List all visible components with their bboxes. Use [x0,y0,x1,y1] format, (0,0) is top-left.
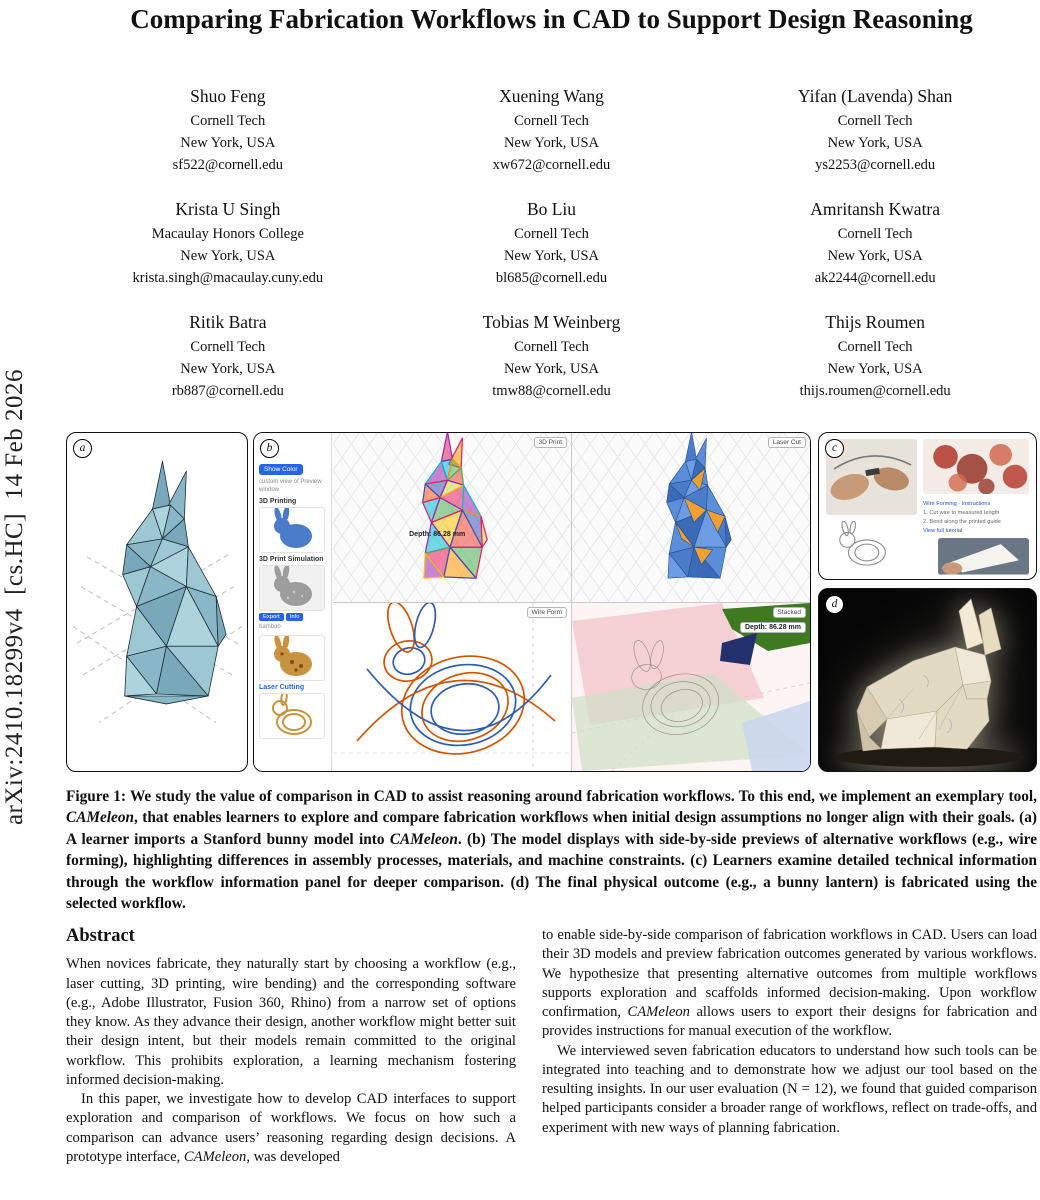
author-email: rb887@cornell.edu [171,383,284,400]
author-block [713,86,1037,176]
info-button: Info [286,613,304,621]
figure-panel-a [66,432,248,772]
workflow-chip: 3D Print [534,437,567,448]
figure-panel-b [253,432,811,772]
lowpoly-bunny-model [67,433,246,770]
section-laser-cutting: Laser Cutting [259,684,305,692]
author-affiliation: Cornell Tech [514,113,589,129]
abstract-paragraph: to enable side-by-side comparison of fabrication workflows in CAD. Users can load their 3D models and preview fabrication outcomes generated by various workflows. We hypothesize that presenting alternative outcomes from multiple workflows supports exploration and scaffolds informed decision-making. Upon workflow confirmation, CAMeleon allows users to export their designs for fabrication and provides instructions for manual execution of the workflow. [542,927,1037,1040]
author-name: Ritik Batra [189,312,267,333]
author-affiliation: Cornell Tech [837,226,913,243]
figure-caption: Figure 1: We study the value of comparison in CAD to assist reasoning around fabrication workflows. To this end, we implement an exemplary tool, CAMeleon, that enables learners to explore and compare fabrication workflows when initial design assumptions no longer align with their goals. (a) A learner imports a Stanford bunny model into CAMeleon. (b) The model displays with side-by-side previews of alternative workflows (e.g., wire forming), highlighting differences in assembly processes, materials, and machine constraints. (c) Learners examine detailed technical information through the workflow information panel for deeper comparison. (d) The final physical outcome (e.g., a bunny lantern) is fabricated using the selected workflow. [66,788,1037,913]
author-affiliation: Cornell Tech [190,339,266,356]
sidebar-note: custom view of Preview window [259,479,322,494]
wire-form-bunny [333,603,571,771]
author-name: Tobias M Weinberg [482,312,621,333]
abstract-paragraph: When novices fabricate, they naturally start by choosing a workflow (e.g., laser cutting, 3D printing, wire bending) and the corresponding software (e.g., Adobe Illustrator, Fusion 360, Rhino) from a narrow set of options they know. As they advance their design, another workflow might better suit their design intent, but their models remain committed to the original workflow. This prohibits exploration, a learning mechanism fostering informed decision-making. [66,956,516,1088]
author-email: bl685@cornell.edu [495,270,608,287]
author-name: Krista U Singh [175,199,281,220]
abstract-paragraph: In this paper, we investigate how to develop CAD interfaces to support exploration and comparison of workflows. We focus on how such a comparison can advance users’ reasoning regarding design decisions. A prototype interface, CAMeleon, was developed [66,1091,516,1165]
depth-measurement: Depth: 86.28 mm [409,530,466,538]
author-email: sf522@cornell.edu [172,157,284,174]
author-location: New York, USA [827,135,923,152]
preview-grid [333,433,810,771]
author-name: Amritansh Kwatra [810,199,941,220]
panel-label-c: c [825,439,844,458]
author-name: Yifan (Lavenda) Shan [797,86,953,106]
author-location: New York, USA [503,248,600,265]
author-location: New York, USA [503,361,600,378]
thumbnail-laser-rings [259,693,325,739]
author-email: ak2244@cornell.edu [814,270,936,287]
viewport-stacked-slices [572,603,810,772]
show-color-button: Show Color [259,464,303,475]
thumbnail-laser-cut-wood [259,635,325,681]
author-affiliation: Cornell Tech [514,226,589,243]
author-email: ys2253@cornell.edu [815,157,936,174]
author-block [713,199,1037,289]
info-link: View full tutorial [923,527,963,534]
workflow-chip: Stacked [773,607,807,618]
info-step: 2. Bend along the printed guide [923,519,1001,526]
author-location: New York, USA [827,248,923,265]
author-name: Xuening Wang [499,86,604,106]
paper-title: Comparing Fabrication Workflows in CAD to Support Design Reasoning [130,4,973,34]
author-block [713,312,1037,402]
material-note: bamboo [259,624,281,631]
thumbnail-print-simulation [259,565,325,611]
abstract-column-left [66,924,516,1167]
info-link: Wire Forming · Instructions [923,501,991,508]
sidebar-mini-buttons [259,613,327,621]
author-location: New York, USA [180,135,276,152]
author-location: New York, USA [827,361,923,378]
figure-panel-c [818,432,1037,580]
author-block [390,199,714,289]
author-name: Shuo Feng [190,86,266,106]
info-step: 1. Cut wire to measured length [923,510,1000,517]
author-location: New York, USA [180,361,276,378]
thumbnail-3d-print [259,507,325,553]
abstract-paragraph: We interviewed seven fabrication educators to understand how such tools can be integrated into teaching and to demonstrate how we adjust our tool based on the resulting insights. In our user evaluation (N = 12), we found that guided comparison helped participants consider a broader range of workflows, reflect on trade-offs, and experiment with new ways of planning fabrication. [542,1042,1037,1136]
author-grid [66,86,1037,402]
figure-panel-d [818,588,1037,772]
workflow-chip: Laser Cut [768,437,806,448]
rainbow-mesh-bunny [333,433,571,601]
panel-label-a: a [73,439,92,458]
viewport-wire-form [333,603,571,772]
author-affiliation: Cornell Tech [837,113,913,129]
section-3d-print-simulation: 3D Print Simulation [259,556,324,564]
workflow-info-text [923,500,1029,536]
author-affiliation: Macaulay Honors College [151,226,304,243]
blue-panel-bunny [572,433,810,601]
export-button: Export [259,613,284,621]
workflow-sidebar [254,433,332,771]
abstract-column-right [542,926,1037,1138]
panel-label-b: b [260,439,279,458]
author-block [66,86,390,176]
author-block [66,312,390,402]
depth-measurement: Depth: 86.28 mm [740,622,806,633]
author-email: xw672@cornell.edu [492,157,611,174]
author-affiliation: Cornell Tech [190,113,266,129]
author-block [390,86,714,176]
author-location: New York, USA [503,135,600,152]
wire-bunny-sketch [830,521,895,574]
author-name: Thijs Roumen [825,312,925,333]
photo-hands-sheet [938,538,1029,575]
section-3d-printing: 3D Printing [259,498,297,506]
bunny-lantern-photo [819,589,1035,770]
author-block [66,199,390,289]
author-affiliation: Cornell Tech [837,339,913,356]
author-affiliation: Cornell Tech [514,339,589,356]
author-email: thijs.roumen@cornell.edu [799,383,951,400]
viewport-3d-print [333,433,571,602]
arxiv-stamp: arXiv:2410.18299v4 [cs.HC] 14 Feb 2026 [1,368,28,826]
panel-label-d: d [825,595,844,614]
workflow-chip: Wire Form [527,607,567,618]
author-location: New York, USA [180,248,276,265]
author-block [390,312,714,402]
author-name: Bo Liu [526,199,577,220]
abstract-heading: Abstract [66,926,135,946]
viewport-laser-cut [572,433,810,602]
author-email: tmw88@cornell.edu [492,383,611,400]
author-email: krista.singh@macaulay.cuny.edu [132,270,324,287]
figure-1 [66,432,1037,772]
photo-red-pattern [923,439,1029,494]
